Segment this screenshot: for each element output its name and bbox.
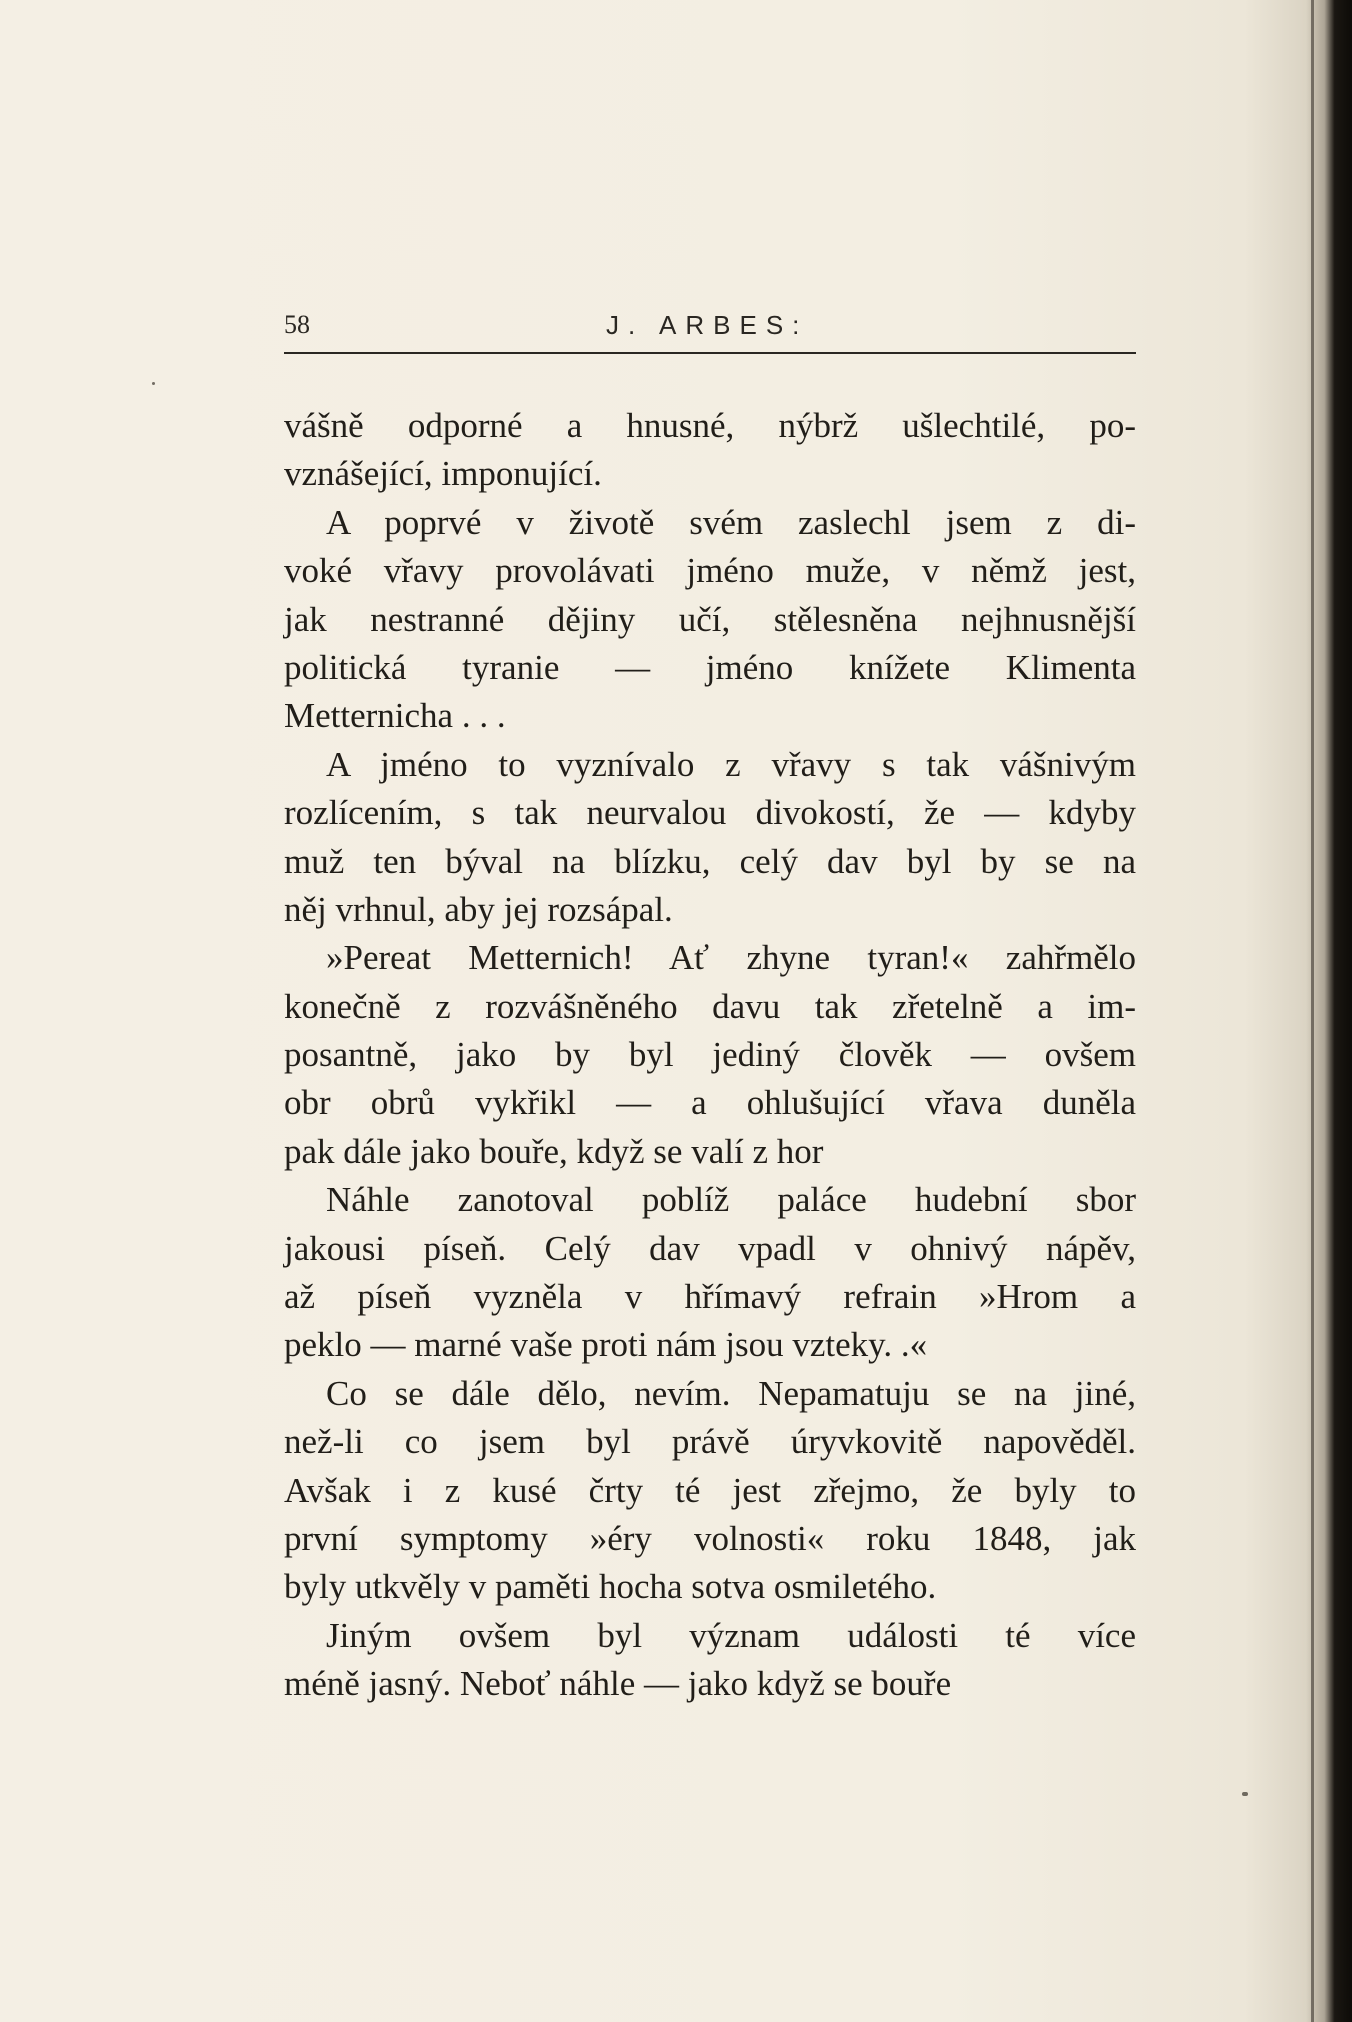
text-line: než-li co jsem byl právě úryvkovitě napověděl.: [284, 1422, 1136, 1462]
text-line: posantně, jako by byl jediný člověk — ovšem: [284, 1035, 1136, 1075]
text-line: obr obrů vykřikl — a ohlušující vřava duněla: [284, 1083, 1136, 1123]
text-line: něj vrhnul, aby jej rozsápal.: [284, 889, 673, 929]
paragraph: [284, 402, 1136, 499]
text-line: první symptomy »éry volnosti« roku 1848, jak: [284, 1518, 1136, 1558]
text-line: konečně z rozvášněného davu tak zřetelně a im-: [284, 986, 1136, 1026]
page-speck: [1242, 1792, 1248, 1796]
page-number: 58: [284, 310, 310, 339]
text-line: Co se dále dělo, nevím. Nepamatuju se na jiné,: [326, 1373, 1136, 1413]
text-line: »Pereat Metternich! Ať zhyne tyran!« zahřmělo: [326, 938, 1136, 978]
text-line: jak nestranné dějiny učí, stělesněna nejhnusnější: [284, 599, 1136, 639]
text-line: A poprvé v životě svém zaslechl jsem z di-: [326, 502, 1136, 542]
page-header: [284, 310, 1136, 354]
text-line: vznášející, imponující.: [284, 454, 602, 494]
paragraph: [284, 741, 1136, 935]
text-line: Metternicha . . .: [284, 696, 506, 736]
text-line: voké vřavy provolávati jméno muže, v němž jest,: [284, 551, 1136, 591]
text-line: politická tyranie — jméno knížete Klimenta: [284, 647, 1136, 687]
page-speck: [152, 382, 155, 385]
text-line: jakousi píseň. Celý dav vpadl v ohnivý nápěv,: [284, 1228, 1136, 1268]
text-line: méně jasný. Neboť náhle — jako když se bouře: [284, 1664, 952, 1704]
text-line: Náhle zanotoval poblíž paláce hudební sbor: [326, 1180, 1136, 1220]
text-line: pak dále jako bouře, když se valí z hor: [284, 1131, 824, 1171]
paragraph: [284, 1176, 1136, 1370]
text-line: A jméno to vyznívalo z vřavy s tak vášnivým: [326, 744, 1136, 784]
book-spine-edge: [1311, 0, 1314, 2022]
running-head: J. ARBES:: [606, 310, 809, 340]
body-text: [284, 402, 1136, 1709]
text-line: peklo — marné vaše proti nám jsou vzteky. .«: [284, 1325, 928, 1365]
text-line: muž ten býval na blízku, celý dav byl by se na: [284, 841, 1136, 881]
paragraph: [284, 499, 1136, 741]
header-rule: [284, 352, 1136, 354]
text-line: rozlícením, s tak neurvalou divokostí, že — kdyby: [284, 793, 1136, 833]
text-line: byly utkvěly v paměti hocha sotva osmiletého.: [284, 1567, 937, 1607]
paragraph: [284, 1612, 1136, 1709]
paragraph: [284, 934, 1136, 1176]
paragraph: [284, 1370, 1136, 1612]
text-line: Avšak i z kusé črty té jest zřejmo, že byly to: [284, 1470, 1136, 1510]
text-line: až píseň vyzněla v hřímavý refrain »Hrom a: [284, 1277, 1136, 1317]
text-line: Jiným ovšem byl význam události té více: [326, 1615, 1136, 1655]
text-line: vášně odporné a hnusné, nýbrž ušlechtilé, po-: [284, 406, 1136, 445]
